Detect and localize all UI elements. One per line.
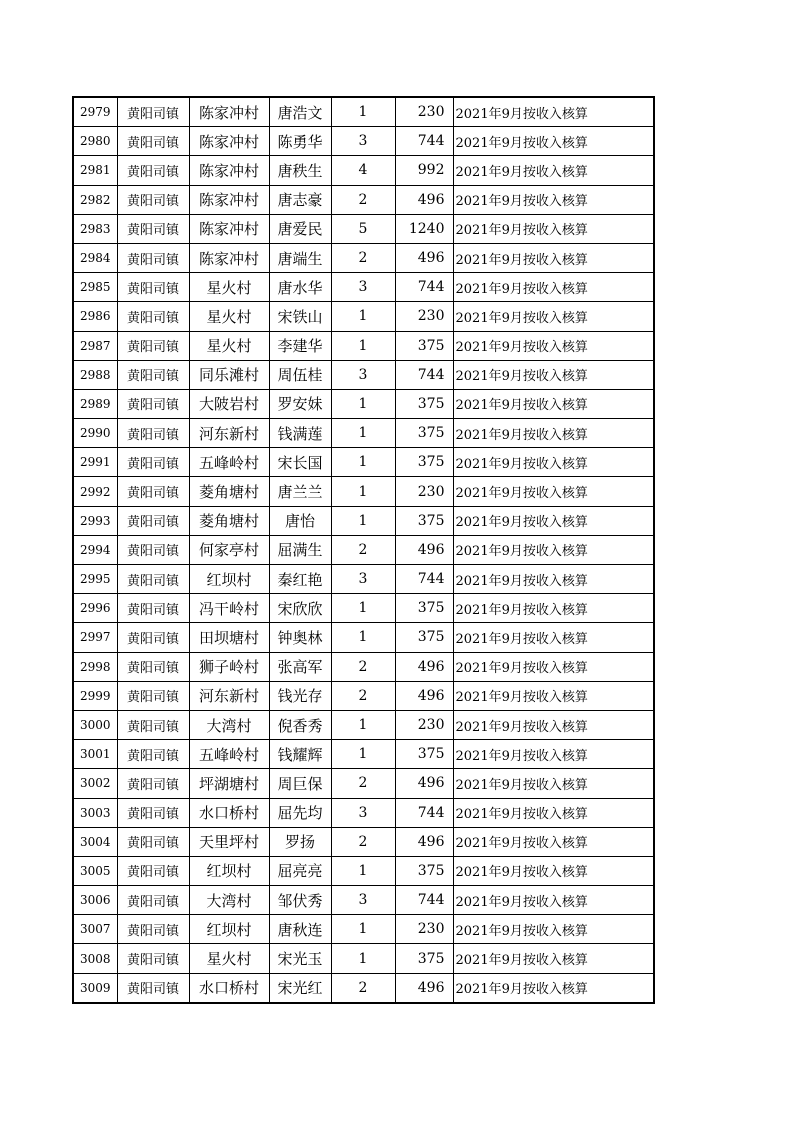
name-cell: 唐爱民: [269, 214, 331, 243]
village-cell: 红坝村: [189, 565, 269, 594]
name-cell: 张高军: [269, 652, 331, 681]
table-row: [73, 944, 654, 973]
amount-cell: 496: [395, 652, 453, 681]
household-count-cell: 1: [331, 506, 395, 535]
town-cell: 黄阳司镇: [117, 389, 189, 418]
name-cell: 屈满生: [269, 535, 331, 564]
household-count-cell: 1: [331, 710, 395, 739]
village-cell: 五峰岭村: [189, 448, 269, 477]
note-cell: 2021年9月按收入核算: [453, 331, 654, 360]
row-id-cell: 2998: [73, 652, 117, 681]
town-cell: 黄阳司镇: [117, 769, 189, 798]
name-cell: 唐端生: [269, 243, 331, 272]
row-id-cell: 2995: [73, 565, 117, 594]
town-cell: 黄阳司镇: [117, 243, 189, 272]
village-cell: 菱角塘村: [189, 506, 269, 535]
village-cell: 陈家冲村: [189, 214, 269, 243]
table-row: [73, 214, 654, 243]
table-row: [73, 448, 654, 477]
village-cell: 红坝村: [189, 915, 269, 944]
name-cell: 唐浩文: [269, 97, 331, 127]
amount-cell: 375: [395, 623, 453, 652]
row-id-cell: 3004: [73, 827, 117, 856]
name-cell: 周巨保: [269, 769, 331, 798]
row-id-cell: 3006: [73, 886, 117, 915]
row-id-cell: 2980: [73, 127, 117, 156]
village-cell: 冯干岭村: [189, 594, 269, 623]
name-cell: 屈先均: [269, 798, 331, 827]
row-id-cell: 3001: [73, 740, 117, 769]
village-cell: 天里坪村: [189, 827, 269, 856]
town-cell: 黄阳司镇: [117, 127, 189, 156]
amount-cell: 744: [395, 127, 453, 156]
amount-cell: 496: [395, 243, 453, 272]
town-cell: 黄阳司镇: [117, 856, 189, 885]
note-cell: 2021年9月按收入核算: [453, 886, 654, 915]
note-cell: 2021年9月按收入核算: [453, 389, 654, 418]
name-cell: 唐怡: [269, 506, 331, 535]
name-cell: 唐志豪: [269, 185, 331, 214]
note-cell: 2021年9月按收入核算: [453, 769, 654, 798]
town-cell: 黄阳司镇: [117, 740, 189, 769]
note-cell: 2021年9月按收入核算: [453, 652, 654, 681]
amount-cell: 496: [395, 973, 453, 1003]
name-cell: 宋欣欣: [269, 594, 331, 623]
row-id-cell: 3002: [73, 769, 117, 798]
table-row: [73, 185, 654, 214]
table-row: [73, 97, 654, 127]
household-count-cell: 1: [331, 331, 395, 360]
amount-cell: 744: [395, 886, 453, 915]
note-cell: 2021年9月按收入核算: [453, 477, 654, 506]
note-cell: 2021年9月按收入核算: [453, 594, 654, 623]
row-id-cell: 2988: [73, 360, 117, 389]
note-cell: 2021年9月按收入核算: [453, 973, 654, 1003]
village-cell: 星火村: [189, 944, 269, 973]
table-row: [73, 740, 654, 769]
table-row: [73, 127, 654, 156]
table-row: [73, 710, 654, 739]
village-cell: 河东新村: [189, 419, 269, 448]
amount-cell: 230: [395, 915, 453, 944]
table-row: [73, 506, 654, 535]
note-cell: 2021年9月按收入核算: [453, 681, 654, 710]
village-cell: 星火村: [189, 331, 269, 360]
household-count-cell: 3: [331, 360, 395, 389]
table-row: [73, 302, 654, 331]
amount-cell: 496: [395, 827, 453, 856]
table-body: [73, 97, 654, 1003]
name-cell: 唐秩生: [269, 156, 331, 185]
town-cell: 黄阳司镇: [117, 681, 189, 710]
name-cell: 钱光存: [269, 681, 331, 710]
town-cell: 黄阳司镇: [117, 506, 189, 535]
name-cell: 宋长国: [269, 448, 331, 477]
name-cell: 罗安妹: [269, 389, 331, 418]
note-cell: 2021年9月按收入核算: [453, 185, 654, 214]
name-cell: 邹伏秀: [269, 886, 331, 915]
town-cell: 黄阳司镇: [117, 185, 189, 214]
household-count-cell: 3: [331, 565, 395, 594]
note-cell: 2021年9月按收入核算: [453, 448, 654, 477]
village-cell: 星火村: [189, 273, 269, 302]
row-id-cell: 2997: [73, 623, 117, 652]
amount-cell: 375: [395, 944, 453, 973]
town-cell: 黄阳司镇: [117, 652, 189, 681]
town-cell: 黄阳司镇: [117, 535, 189, 564]
village-cell: 坪湖塘村: [189, 769, 269, 798]
note-cell: 2021年9月按收入核算: [453, 156, 654, 185]
table-row: [73, 477, 654, 506]
table-row: [73, 535, 654, 564]
data-table: [72, 96, 655, 1004]
household-count-cell: 2: [331, 652, 395, 681]
row-id-cell: 2996: [73, 594, 117, 623]
row-id-cell: 2989: [73, 389, 117, 418]
name-cell: 唐兰兰: [269, 477, 331, 506]
town-cell: 黄阳司镇: [117, 915, 189, 944]
village-cell: 红坝村: [189, 856, 269, 885]
table-row: [73, 856, 654, 885]
row-id-cell: 3000: [73, 710, 117, 739]
amount-cell: 230: [395, 302, 453, 331]
village-cell: 菱角塘村: [189, 477, 269, 506]
table-row: [73, 681, 654, 710]
amount-cell: 744: [395, 360, 453, 389]
name-cell: 宋光玉: [269, 944, 331, 973]
amount-cell: 230: [395, 710, 453, 739]
row-id-cell: 2990: [73, 419, 117, 448]
name-cell: 钟奥林: [269, 623, 331, 652]
amount-cell: 744: [395, 565, 453, 594]
row-id-cell: 2994: [73, 535, 117, 564]
household-count-cell: 1: [331, 623, 395, 652]
note-cell: 2021年9月按收入核算: [453, 915, 654, 944]
note-cell: 2021年9月按收入核算: [453, 740, 654, 769]
household-count-cell: 2: [331, 681, 395, 710]
town-cell: 黄阳司镇: [117, 302, 189, 331]
table-row: [73, 769, 654, 798]
name-cell: 钱耀辉: [269, 740, 331, 769]
row-id-cell: 2987: [73, 331, 117, 360]
amount-cell: 1240: [395, 214, 453, 243]
note-cell: 2021年9月按收入核算: [453, 273, 654, 302]
table-row: [73, 594, 654, 623]
row-id-cell: 3005: [73, 856, 117, 885]
amount-cell: 375: [395, 594, 453, 623]
village-cell: 水口桥村: [189, 973, 269, 1003]
row-id-cell: 3007: [73, 915, 117, 944]
village-cell: 大陂岩村: [189, 389, 269, 418]
name-cell: 屈亮亮: [269, 856, 331, 885]
village-cell: 水口桥村: [189, 798, 269, 827]
table-row: [73, 827, 654, 856]
village-cell: 陈家冲村: [189, 127, 269, 156]
table-row: [73, 623, 654, 652]
household-count-cell: 3: [331, 886, 395, 915]
village-cell: 大湾村: [189, 710, 269, 739]
note-cell: 2021年9月按收入核算: [453, 506, 654, 535]
row-id-cell: 2991: [73, 448, 117, 477]
amount-cell: 230: [395, 477, 453, 506]
name-cell: 罗扬: [269, 827, 331, 856]
note-cell: 2021年9月按收入核算: [453, 302, 654, 331]
note-cell: 2021年9月按收入核算: [453, 798, 654, 827]
amount-cell: 375: [395, 506, 453, 535]
town-cell: 黄阳司镇: [117, 273, 189, 302]
row-id-cell: 3003: [73, 798, 117, 827]
note-cell: 2021年9月按收入核算: [453, 360, 654, 389]
row-id-cell: 2993: [73, 506, 117, 535]
household-count-cell: 1: [331, 944, 395, 973]
row-id-cell: 2979: [73, 97, 117, 127]
name-cell: 钱满莲: [269, 419, 331, 448]
household-count-cell: 1: [331, 915, 395, 944]
household-count-cell: 1: [331, 302, 395, 331]
village-cell: 陈家冲村: [189, 185, 269, 214]
table-row: [73, 565, 654, 594]
household-count-cell: 1: [331, 594, 395, 623]
row-id-cell: 2982: [73, 185, 117, 214]
household-count-cell: 3: [331, 798, 395, 827]
table-row: [73, 243, 654, 272]
village-cell: 河东新村: [189, 681, 269, 710]
note-cell: 2021年9月按收入核算: [453, 419, 654, 448]
household-count-cell: 2: [331, 769, 395, 798]
household-count-cell: 2: [331, 827, 395, 856]
household-count-cell: 1: [331, 448, 395, 477]
table-row: [73, 156, 654, 185]
amount-cell: 230: [395, 97, 453, 127]
village-cell: 何家亭村: [189, 535, 269, 564]
name-cell: 周伍桂: [269, 360, 331, 389]
row-id-cell: 3009: [73, 973, 117, 1003]
village-cell: 星火村: [189, 302, 269, 331]
household-count-cell: 2: [331, 243, 395, 272]
name-cell: 宋铁山: [269, 302, 331, 331]
household-count-cell: 2: [331, 535, 395, 564]
table-row: [73, 973, 654, 1003]
name-cell: 宋光红: [269, 973, 331, 1003]
amount-cell: 375: [395, 856, 453, 885]
row-id-cell: 2981: [73, 156, 117, 185]
amount-cell: 375: [395, 448, 453, 477]
village-cell: 陈家冲村: [189, 156, 269, 185]
row-id-cell: 2983: [73, 214, 117, 243]
amount-cell: 375: [395, 331, 453, 360]
household-count-cell: 2: [331, 185, 395, 214]
town-cell: 黄阳司镇: [117, 886, 189, 915]
row-id-cell: 2984: [73, 243, 117, 272]
town-cell: 黄阳司镇: [117, 710, 189, 739]
note-cell: 2021年9月按收入核算: [453, 243, 654, 272]
amount-cell: 744: [395, 273, 453, 302]
household-count-cell: 4: [331, 156, 395, 185]
household-count-cell: 1: [331, 740, 395, 769]
town-cell: 黄阳司镇: [117, 419, 189, 448]
town-cell: 黄阳司镇: [117, 214, 189, 243]
town-cell: 黄阳司镇: [117, 97, 189, 127]
note-cell: 2021年9月按收入核算: [453, 535, 654, 564]
note-cell: 2021年9月按收入核算: [453, 827, 654, 856]
town-cell: 黄阳司镇: [117, 360, 189, 389]
note-cell: 2021年9月按收入核算: [453, 856, 654, 885]
town-cell: 黄阳司镇: [117, 331, 189, 360]
table-row: [73, 886, 654, 915]
town-cell: 黄阳司镇: [117, 623, 189, 652]
household-count-cell: 1: [331, 477, 395, 506]
amount-cell: 375: [395, 740, 453, 769]
village-cell: 五峰岭村: [189, 740, 269, 769]
name-cell: 唐秋连: [269, 915, 331, 944]
village-cell: 同乐滩村: [189, 360, 269, 389]
household-count-cell: 2: [331, 973, 395, 1003]
household-count-cell: 1: [331, 856, 395, 885]
household-count-cell: 3: [331, 127, 395, 156]
town-cell: 黄阳司镇: [117, 798, 189, 827]
town-cell: 黄阳司镇: [117, 448, 189, 477]
village-cell: 陈家冲村: [189, 97, 269, 127]
town-cell: 黄阳司镇: [117, 594, 189, 623]
town-cell: 黄阳司镇: [117, 156, 189, 185]
table-row: [73, 652, 654, 681]
row-id-cell: 2992: [73, 477, 117, 506]
town-cell: 黄阳司镇: [117, 944, 189, 973]
row-id-cell: 2985: [73, 273, 117, 302]
village-cell: 大湾村: [189, 886, 269, 915]
amount-cell: 375: [395, 419, 453, 448]
table-row: [73, 419, 654, 448]
town-cell: 黄阳司镇: [117, 973, 189, 1003]
name-cell: 秦红艳: [269, 565, 331, 594]
name-cell: 陈勇华: [269, 127, 331, 156]
household-count-cell: 1: [331, 97, 395, 127]
village-cell: 狮子岭村: [189, 652, 269, 681]
note-cell: 2021年9月按收入核算: [453, 623, 654, 652]
amount-cell: 992: [395, 156, 453, 185]
note-cell: 2021年9月按收入核算: [453, 565, 654, 594]
table-row: [73, 915, 654, 944]
household-count-cell: 1: [331, 419, 395, 448]
table-row: [73, 331, 654, 360]
town-cell: 黄阳司镇: [117, 565, 189, 594]
note-cell: 2021年9月按收入核算: [453, 214, 654, 243]
table-row: [73, 389, 654, 418]
note-cell: 2021年9月按收入核算: [453, 97, 654, 127]
amount-cell: 496: [395, 681, 453, 710]
name-cell: 唐水华: [269, 273, 331, 302]
town-cell: 黄阳司镇: [117, 827, 189, 856]
amount-cell: 744: [395, 798, 453, 827]
row-id-cell: 2999: [73, 681, 117, 710]
table-row: [73, 273, 654, 302]
amount-cell: 496: [395, 185, 453, 214]
amount-cell: 496: [395, 535, 453, 564]
household-count-cell: 1: [331, 389, 395, 418]
note-cell: 2021年9月按收入核算: [453, 944, 654, 973]
name-cell: 倪香秀: [269, 710, 331, 739]
table-row: [73, 360, 654, 389]
village-cell: 陈家冲村: [189, 243, 269, 272]
table-row: [73, 798, 654, 827]
note-cell: 2021年9月按收入核算: [453, 710, 654, 739]
row-id-cell: 3008: [73, 944, 117, 973]
village-cell: 田坝塘村: [189, 623, 269, 652]
household-count-cell: 5: [331, 214, 395, 243]
name-cell: 李建华: [269, 331, 331, 360]
row-id-cell: 2986: [73, 302, 117, 331]
amount-cell: 496: [395, 769, 453, 798]
town-cell: 黄阳司镇: [117, 477, 189, 506]
amount-cell: 375: [395, 389, 453, 418]
note-cell: 2021年9月按收入核算: [453, 127, 654, 156]
household-count-cell: 3: [331, 273, 395, 302]
